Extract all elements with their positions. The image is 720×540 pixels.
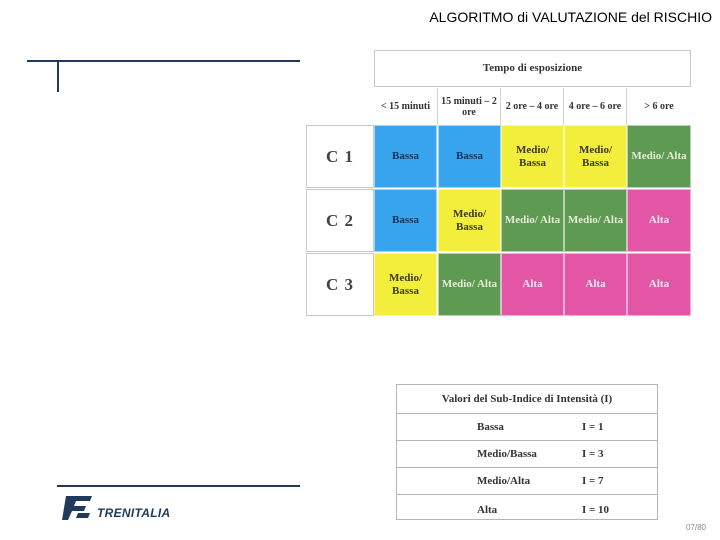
- intensity-table: [396, 384, 658, 520]
- intensity-row: [397, 468, 657, 495]
- risk-cell: Alta: [564, 253, 627, 316]
- risk-cell: Medio/ Bassa: [438, 189, 501, 252]
- row-header-c3: C 3: [306, 253, 374, 316]
- risk-cell: Medio/ Alta: [627, 125, 691, 188]
- row-header-c1: C 1: [306, 125, 374, 188]
- risk-cell: Medio/ Bassa: [564, 125, 627, 188]
- intensity-value: I = 3: [582, 448, 604, 460]
- column-header: 4 ore – 6 ore: [564, 88, 627, 125]
- row-header-c2: C 2: [306, 189, 374, 252]
- matrix-header: Tempo di esposizione: [374, 50, 691, 87]
- intensity-value: I = 1: [582, 421, 604, 433]
- top-divider-tick: [57, 62, 59, 92]
- risk-cell: Medio/ Bassa: [501, 125, 564, 188]
- risk-matrix: [306, 50, 693, 318]
- bottom-divider: [57, 485, 300, 487]
- risk-cell: Medio/ Alta: [438, 253, 501, 316]
- risk-cell: Bassa: [374, 189, 437, 252]
- risk-cell: Medio/ Alta: [564, 189, 627, 252]
- intensity-value: I = 10: [582, 504, 610, 516]
- risk-cell: Alta: [501, 253, 564, 316]
- trenitalia-logo-icon: [60, 494, 94, 522]
- intensity-row: [397, 495, 657, 525]
- intensity-label: Medio/Alta: [477, 475, 531, 487]
- top-divider: [27, 60, 300, 62]
- intensity-row: [397, 441, 657, 468]
- risk-cell: Medio/ Bassa: [374, 253, 437, 316]
- column-header: 2 ore – 4 ore: [501, 88, 564, 125]
- intensity-row: [397, 414, 657, 441]
- column-header: > 6 ore: [644, 101, 674, 112]
- column-header: < 15 minuti: [374, 88, 438, 125]
- intensity-value: I = 7: [582, 475, 604, 487]
- page-title: ALGORITMO di VALUTAZIONE del RISCHIO: [429, 9, 712, 25]
- risk-cell: Alta: [627, 189, 691, 252]
- logo-text: TRENITALIA: [97, 506, 171, 520]
- risk-cell: Bassa: [374, 125, 437, 188]
- slide-number: 07/80: [685, 523, 706, 532]
- risk-cell: Alta: [627, 253, 691, 316]
- risk-cell: Medio/ Alta: [501, 189, 564, 252]
- intensity-table-title: Valori del Sub-Indice di Intensità (I): [397, 385, 657, 414]
- intensity-label: Alta: [477, 504, 498, 516]
- intensity-label: Bassa: [477, 421, 504, 433]
- column-header: 15 minuti – 2 ore: [438, 88, 501, 125]
- trenitalia-logo: [60, 494, 170, 522]
- risk-cell: Bassa: [438, 125, 501, 188]
- intensity-label: Medio/Bassa: [477, 448, 537, 460]
